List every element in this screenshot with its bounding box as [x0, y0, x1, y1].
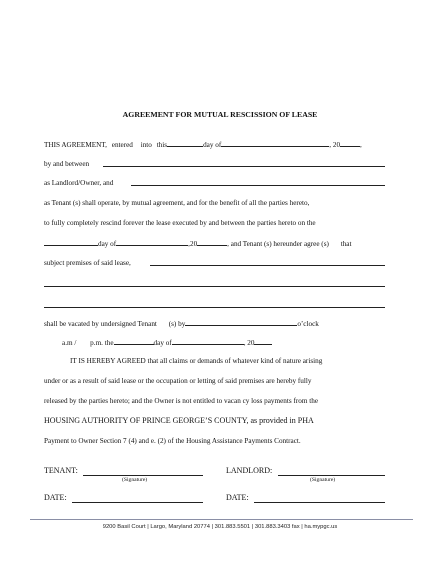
entered-text: entered: [111, 141, 133, 149]
day-of-text-2: day of: [98, 240, 117, 248]
payment-contract-text: Payment to Owner Section 7 (4) and e. (2) of the Housing Assistance Payments Contract.: [44, 437, 301, 445]
footer-divider: [30, 519, 413, 520]
agreement-line-8: [44, 318, 319, 329]
landlord-signature-line[interactable]: [278, 475, 385, 476]
vacate-year-blank[interactable]: [254, 337, 272, 345]
tenant-signature-caption: (Signature): [122, 477, 148, 483]
month-blank[interactable]: [221, 139, 329, 147]
by-and-between-text: by and between: [44, 160, 90, 168]
landlord-date-line[interactable]: [254, 502, 385, 503]
agreed-paragraph-line-3: released by the parties hereto; and the Owner is not entitled to vacan cy loss payments from the: [44, 397, 319, 405]
that-text: that: [340, 240, 352, 248]
tenant-date-line[interactable]: [72, 502, 203, 503]
footer-address: 9200 Basil Court | Largo, Maryland 20774 | 301.883.5501 | 301.883.3403 fax | ha.mypgc.us: [102, 524, 338, 530]
year-prefix-3: , 20: [243, 339, 255, 347]
agreement-line-1: [44, 139, 362, 150]
year-blank[interactable]: [340, 139, 360, 147]
this-text: this: [156, 141, 168, 149]
premises-blank-2[interactable]: [44, 286, 385, 287]
housing-authority-text: HOUSING AUTHORITY OF PRINCE GEORGE’S COUNTY, as provided in PHA: [44, 416, 314, 425]
am-text: a.m /: [62, 339, 77, 347]
agreement-line-6: [44, 238, 351, 249]
into-text: into: [140, 141, 152, 149]
premises-blank-1[interactable]: [150, 265, 385, 266]
year-prefix-2: ,20: [188, 240, 198, 248]
day-of-text: day of: [203, 141, 222, 149]
tenant-label: TENANT:: [44, 466, 78, 475]
agreed-paragraph-line-1: IT IS HEREBY AGREED that all claims or demands of whatever kind of nature arising: [70, 357, 323, 365]
year-prefix: , 20: [329, 141, 341, 149]
comma-text: ,: [360, 141, 362, 149]
day-of-text-3: day of: [153, 339, 172, 347]
landlord-date-label: DATE:: [226, 493, 249, 502]
oclock-text: o’clock: [297, 320, 319, 328]
vacate-date-blank[interactable]: [185, 318, 297, 326]
pm-the-text: p.m. the: [90, 339, 114, 347]
tenant-signature-line[interactable]: [83, 475, 203, 476]
tenant-agree-text: , and Tenant (s) hereunder agree (s): [227, 240, 329, 248]
tenant-operate-text: as Tenant (s) shall operate, by mutual agreement, and for the benefit of all the parties hereto,: [44, 199, 310, 207]
subject-premises-text: subject premises of said lease,: [44, 259, 131, 267]
lease-year-blank[interactable]: [197, 238, 227, 246]
this-agreement-text: THIS AGREEMENT,: [44, 141, 107, 149]
lease-day-blank[interactable]: [44, 238, 98, 246]
party-blank-1[interactable]: [103, 166, 385, 167]
landlord-label: LANDLORD:: [226, 466, 273, 475]
premises-blank-3[interactable]: [44, 307, 385, 308]
rescind-text: to fully completely rescind forever the lease executed by and between the parties hereto on the: [44, 219, 316, 227]
landlord-owner-text: as Landlord/Owner, and: [44, 179, 114, 187]
party-blank-2[interactable]: [131, 185, 385, 186]
vacated-text: shall be vacated by undersigned Tenant: [44, 320, 157, 328]
agreement-line-9: [62, 337, 272, 348]
tenant-by-text: (s) by: [168, 320, 186, 328]
vacate-day-blank[interactable]: [114, 337, 154, 345]
lease-month-blank[interactable]: [116, 238, 188, 246]
landlord-signature-caption: (Signature): [310, 477, 336, 483]
agreed-paragraph-line-2: under or as a result of said lease or the occupation or letting of said premises are hereby fully: [44, 377, 312, 385]
day-blank[interactable]: [167, 139, 203, 147]
tenant-date-label: DATE:: [44, 493, 67, 502]
vacate-month-blank[interactable]: [172, 337, 244, 345]
document-title: AGREEMENT FOR MUTUAL RESCISSION OF LEASE: [122, 110, 318, 119]
